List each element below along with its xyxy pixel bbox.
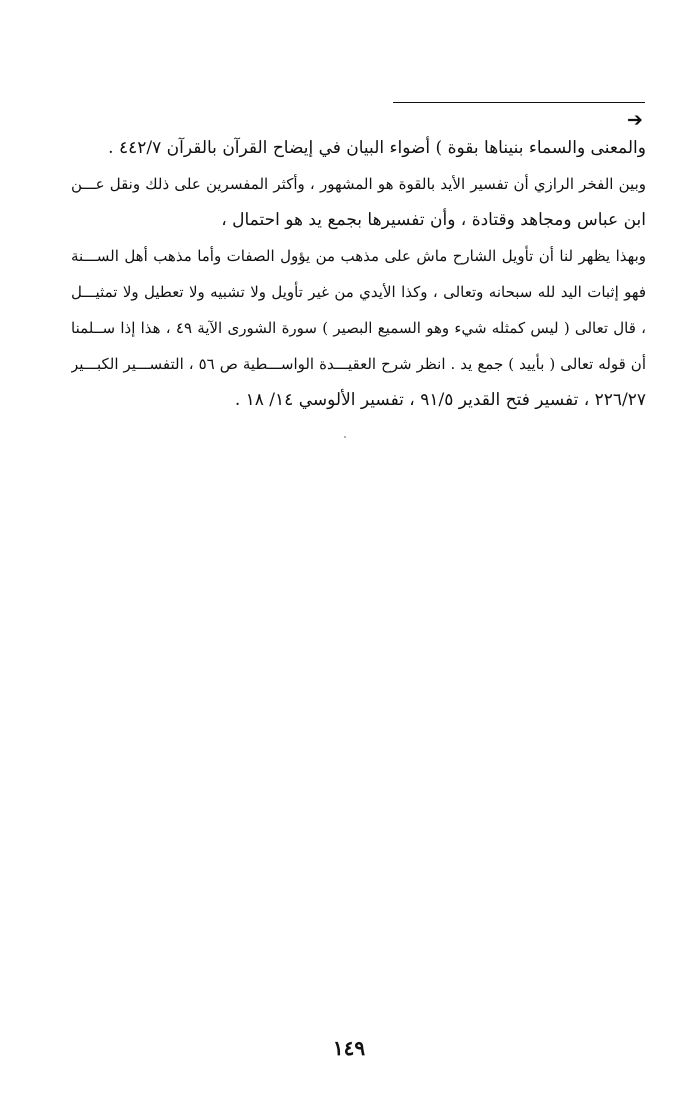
footnote-line-7: أن قوله تعالى ( بأييد ) جمع يد . انظر شرح العقيـــدة الواســـطية ص ٥٦ ، التفســـير الكبـــير — [71, 355, 646, 373]
footnote-line-3: ابن عباس ومجاهد وقتادة ، وأن تفسيرها بجمع يد هو احتمال ، — [221, 210, 646, 230]
footnote-text-block — [71, 130, 646, 418]
continuation-arrow-icon: ➔ — [627, 109, 643, 131]
scan-speck — [344, 436, 346, 438]
footnote-line-5: فهو إثبات اليد لله سبحانه وتعالى ، وكذا الأيدي من غير تأويل ولا تشبيه ولا تعطيل ولا تمثيـــل — [71, 283, 646, 301]
footnote-line-6: ، قال تعالى ( ليس كمثله شيء وهو السميع البصير ) سورة الشورى الآية ٤٩ ، هذا إذا ســلمنا — [71, 319, 646, 337]
footnote-line-4: وبهذا يظهر لنا أن تأويل الشارح ماش على مذهب من يؤول الصفات وأما مذهب أهل الســـنة — [71, 247, 646, 265]
footnote-line-8: ٢٢٦/٢٧ ، تفسير فتح القدير ٩١/٥ ، تفسير الألوسي ١٤/ ١٨ . — [234, 390, 646, 410]
footnote-line-2: وبين الفخر الرازي أن تفسير الأيد بالقوة هو المشهور ، وأكثر المفسرين على ذلك ونقل عـــن — [71, 175, 646, 193]
page-number: ١٤٩ — [332, 1036, 366, 1060]
footnote-line-1: والمعنى والسماء بنيناها بقوة ) أضواء البيان في إيضاح القرآن بالقرآن ٤٤٢/٧ . — [108, 138, 646, 158]
footnote-separator-rule — [393, 102, 645, 103]
